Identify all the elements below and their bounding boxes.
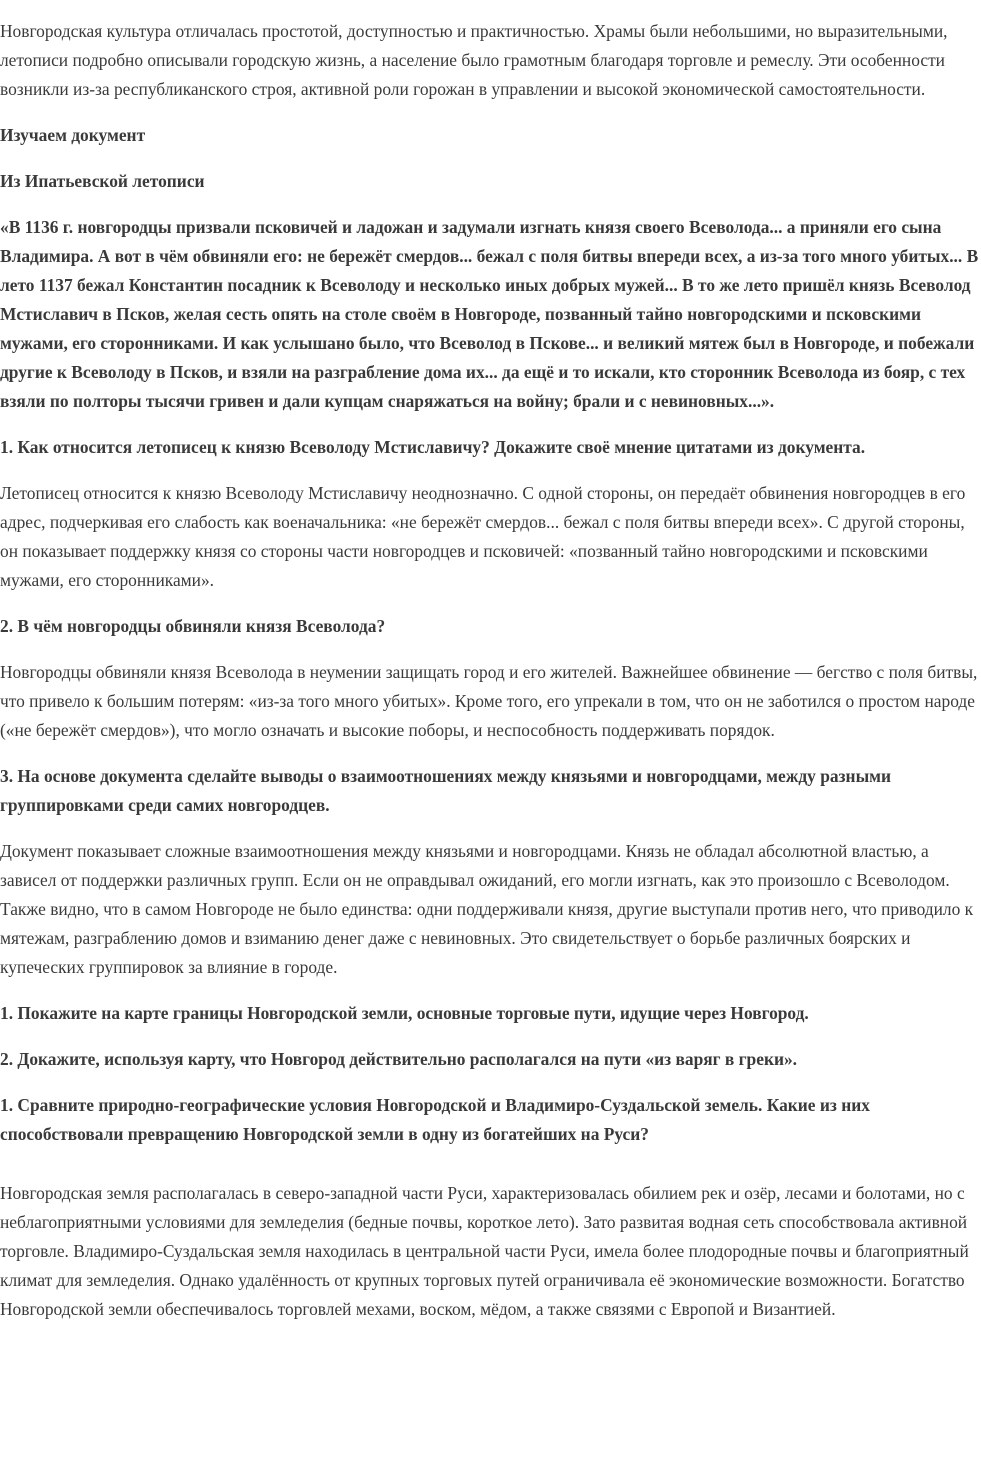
question-3: 3. На основе документа сделайте выводы о взаимоотношениях между князьями и новгородцами, между разными группировками среди самих новгородцев.	[0, 766, 892, 815]
answer-4: Новгородская земля располагалась в северо-западной части Руси, характеризовалась обилием рек и озёр, лесами и болотами, но с неблагоприятными условиями для земледелия (бедные почвы, короткое лето). Зато развитая водная сеть способствовала активной торговле. Владимиро-Суздальская земля находилась в центральной части Руси, имела более плодородные почвы и благоприятный климат для земледелия. Однако удалённость от крупных торговых путей ограничивала её экономические возможности. Богатство Новгородской земли обеспечивалось торговлей мехами, воском, мёдом, а также связями с Европой и Византией.	[0, 1183, 969, 1319]
answer-1: Летописец относится к князю Всеволоду Мстиславичу неоднозначно. С одной стороны, он передаёт обвинения новгородцев в его адрес, подчеркивая его слабость как военачальника: «не бережёт смердов... бежал с поля битвы впереди всех». С другой стороны, он показывает поддержку князя со стороны части новгородцев и псковичей: «позванный тайно новгородскими и псковскими мужами, его сторонниками».	[0, 483, 966, 590]
chronicle-quote: «В 1136 г. новгородцы призвали псковичей и ладожан и задумали изгнать князя своего Всеволода... а приняли его сына Владимира. А вот в чём обвиняли его: не бережёт смердов... бежал с поля битвы впереди всех, а из-за того много убитых... В лето 1137 бежал Константин посадник к Всеволоду и несколько иных добрых мужей... В то же лето пришёл князь Всеволод Мстиславич в Псков, желая сесть опять на столе своём в Новгороде, позванный тайно новгородскими и псковскими мужами, его сторонниками. И как услышано было, что Всеволод в Пскове... и великий мятеж был в Новгороде, и побежали другие к Всеволоду в Псков, и взяли на разграбление дома их... да ещё и то искали, кто сторонник Всеволода из бояр, с тех взяли по полторы тысячи гривен и дали купцам снаряжаться на войну; брали и с невиновных...».	[0, 217, 979, 411]
map-task-2: 2. Докажите, используя карту, что Новгород действительно располагался на пути «из варяг в греки».	[0, 1049, 798, 1069]
answer-3: Документ показывает сложные взаимоотношения между князьями и новгородцами. Князь не обладал абсолютной властью, а зависел от поддержки различных групп. Если он не оправдывал ожиданий, его могли изгнать, как это произошло с Всеволодом. Также видно, что в самом Новгороде не было единства: одни поддерживали князя, другие выступали против него, что приводило к мятежам, разграблению домов и взиманию денег даже с невиновных. Это свидетельствует о борьбе различных боярских и купеческих группировок за влияние в городе.	[0, 841, 974, 977]
document-body	[0, 17, 981, 1341]
map-task-1: 1. Покажите на карте границы Новгородской земли, основные торговые пути, идущие через Новгород.	[0, 1003, 809, 1023]
question-4: 1. Сравните природно-географические условия Новгородской и Владимиро-Суздальской земель. Какие из них способствовали превращению Новгородской земли в одну из богатейших на Руси?	[0, 1095, 870, 1144]
section-title: Изучаем документ	[0, 125, 146, 145]
intro-paragraph: Новгородская культура отличалась простотой, доступностью и практичностью. Храмы были небольшими, но выразительными, летописи подробно описывали городскую жизнь, а население было грамотным благодаря торговле и ремеслу. Эти особенности возникли из-за республиканского строя, активной роли горожан в управлении и высокой экономической самостоятельности.	[0, 21, 948, 99]
answer-2: Новгородцы обвиняли князя Всеволода в неумении защищать город и его жителей. Важнейшее обвинение — бегство с поля битвы, что привело к большим потерям: «из-за того много убитых». Кроме того, его упрекали в том, что он не заботился о простом народе («не бережёт смердов»), что могло означать и высокие поборы, и неспособность поддерживать порядок.	[0, 662, 978, 740]
question-1: 1. Как относится летописец к князю Всеволоду Мстиславичу? Докажите своё мнение цитатами из документа.	[0, 437, 866, 457]
source-title: Из Ипатьевской летописи	[0, 171, 205, 191]
question-2: 2. В чём новгородцы обвиняли князя Всеволода?	[0, 616, 386, 636]
